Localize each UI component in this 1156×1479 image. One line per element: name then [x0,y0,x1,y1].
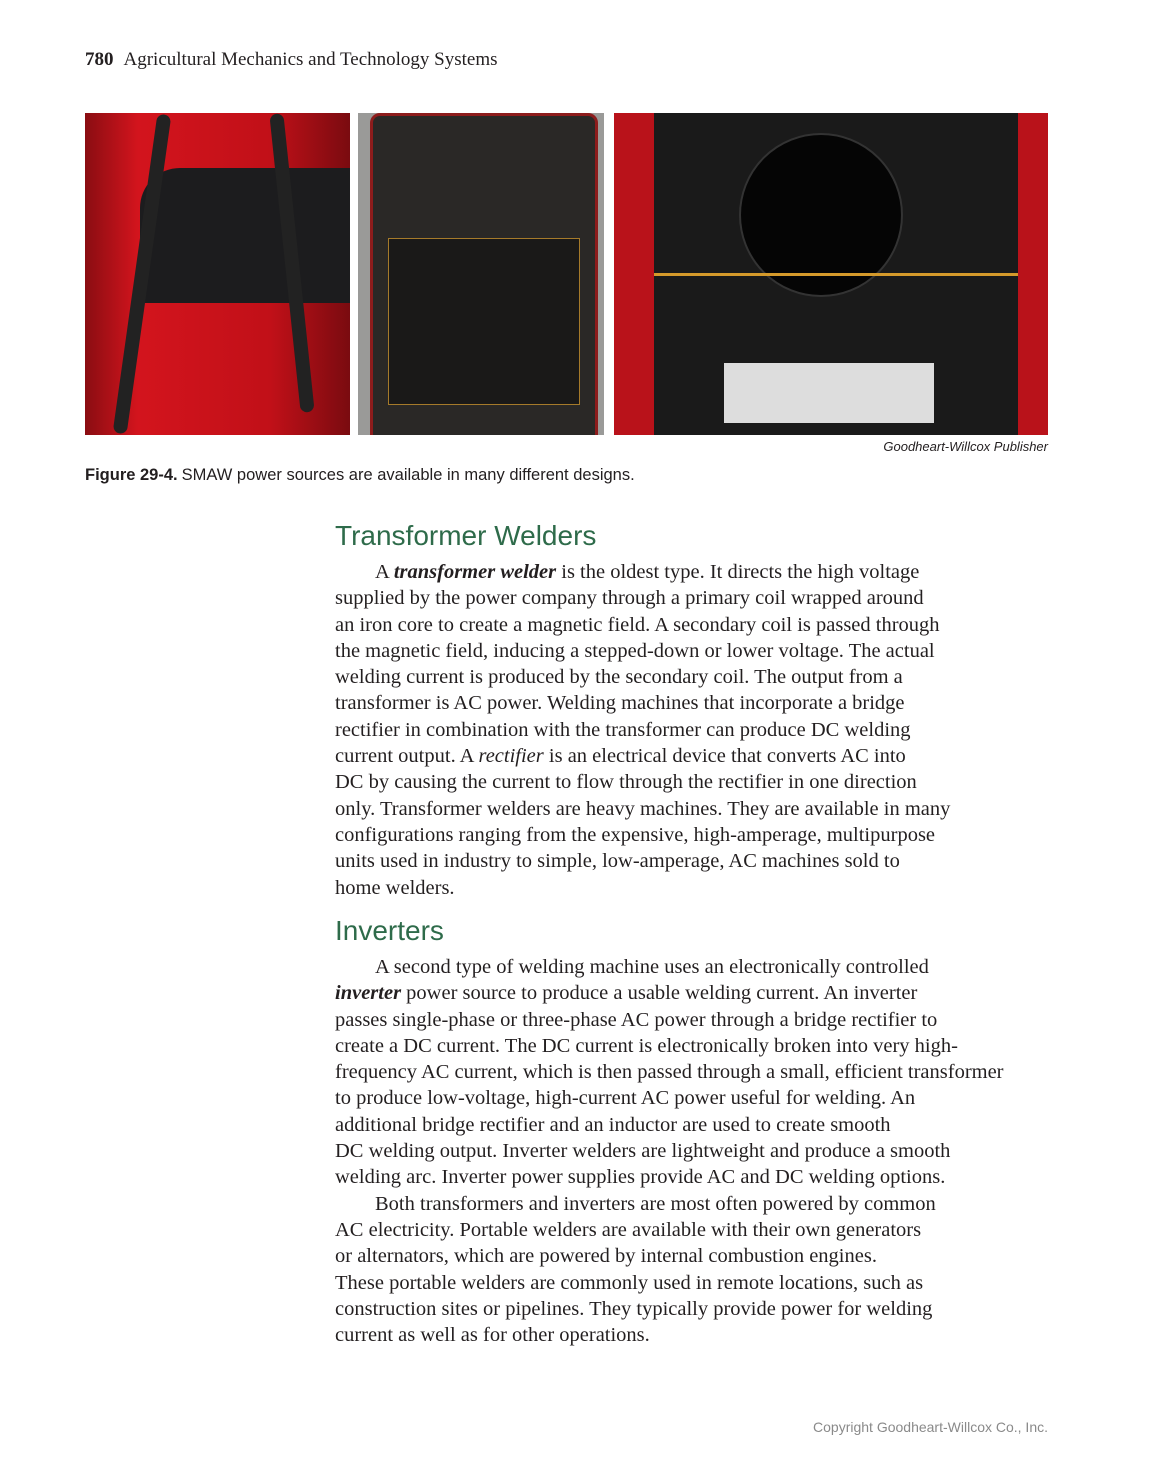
text-segment: additional bridge rectifier and an inductor are used to create smooth [335,1113,891,1136]
key-term: transformer welder [393,561,557,583]
text-segment: frequency AC current, which is then passed through a small, efficient transformer [335,1061,1004,1084]
text-segment: welding current is produced by the secondary coil. The output from a [335,666,903,689]
text-line [335,980,1055,1006]
book-title: Agricultural Mechanics and Technology Systems [123,49,498,70]
text-line [335,1296,1055,1322]
text-line [335,559,1055,585]
text-line [335,743,1055,769]
text-line [335,1191,1055,1217]
text-segment: the magnetic field, inducing a stepped-down or lower voltage. The actual [335,639,935,662]
page-number: 780 [85,49,114,70]
photo-ac225-welder [85,113,350,435]
copyright-notice: Copyright Goodheart-Willcox Co., Inc. [813,1419,1048,1435]
text-segment: create a DC current. The DC current is electronically broken into very high- [335,1034,958,1057]
text-segment: passes single-phase or three-phase AC power through a bridge rectifier to [335,1008,938,1031]
text-segment: construction sites or pipelines. They typically provide power for welding [335,1297,933,1320]
text-segment: home welders. [335,876,455,899]
section-heading: Transformer Welders [335,520,597,551]
text-line [335,848,1055,874]
text-line [335,585,1055,611]
text-segment: current as well as for other operations. [335,1324,650,1347]
text-segment: A second type of welding machine uses an electronically controlled [375,956,929,978]
text-line [335,1322,1055,1348]
text-line [335,638,1055,664]
text-segment: is the oldest type. It directs the high voltage [556,561,920,583]
text-segment: configurations ranging from the expensive, high-amperage, multipurpose [335,823,936,846]
text-line [335,1270,1055,1296]
text-line [335,1112,1055,1138]
text-line [335,796,1055,822]
text-segment: These portable welders are commonly used in remote locations, such as [335,1271,924,1294]
text-line [335,1138,1055,1164]
text-line [335,612,1055,638]
text-segment: rectifier in combination with the transformer can produce DC welding [335,718,911,741]
text-segment: Both transformers and inverters are most often powered by common [375,1192,936,1215]
text-line [335,769,1055,795]
text-segment: transformer is AC power. Welding machines that incorporate a bridge [335,692,905,715]
text-line [335,1164,1055,1190]
photo-idealarc-250-welder [614,113,1048,435]
text-segment: or alternators, which are powered by internal combustion engines. [335,1245,877,1268]
text-line [335,1033,1055,1059]
figure-caption [85,466,635,485]
text-segment: an iron core to create a magnetic field. A secondary coil is passed through [335,613,940,636]
running-header [85,49,498,71]
text-segment: units used in industry to simple, low-amperage, AC machines sold to [335,850,900,873]
figure-label: Figure 29-4. [85,466,178,484]
text-line [335,717,1055,743]
text-line [335,1243,1055,1269]
section-body [335,559,1055,901]
text-line [335,664,1055,690]
text-segment: DC welding output. Inverter welders are lightweight and produce a smooth [335,1140,951,1163]
text-line [335,1085,1055,1111]
text-segment: welding arc. Inverter power supplies provide AC and DC welding options. [335,1166,946,1189]
photo-precision-tig-225-welder [358,113,604,435]
text-line [335,1217,1055,1243]
text-line [335,822,1055,848]
text-segment: AC electricity. Portable welders are available with their own generators [335,1218,922,1241]
text-line [335,954,1055,980]
text-line [335,690,1055,716]
text-segment: power source to produce a usable welding current. An inverter [401,982,918,1005]
figure-credit: Goodheart-Willcox Publisher [883,439,1048,454]
text-segment: current output. A [335,745,479,768]
text-line [335,1007,1055,1033]
key-term: rectifier [478,745,544,768]
text-segment: A [375,561,394,583]
text-line [335,875,1055,901]
text-segment: only. Transformer welders are heavy machines. They are available in many [335,797,951,820]
text-segment: is an electrical device that converts AC into [543,745,906,768]
section-body [335,954,1055,1348]
text-segment: to produce low-voltage, high-current AC power useful for welding. An [335,1087,916,1110]
figure-caption-text: SMAW power sources are available in many different designs. [181,466,635,484]
key-term: inverter [335,982,402,1005]
section-heading: Inverters [335,915,444,946]
text-segment: DC by causing the current to flow through the rectifier in one direction [335,771,917,794]
text-line [335,1059,1055,1085]
text-segment: supplied by the power company through a primary coil wrapped around [335,587,924,610]
